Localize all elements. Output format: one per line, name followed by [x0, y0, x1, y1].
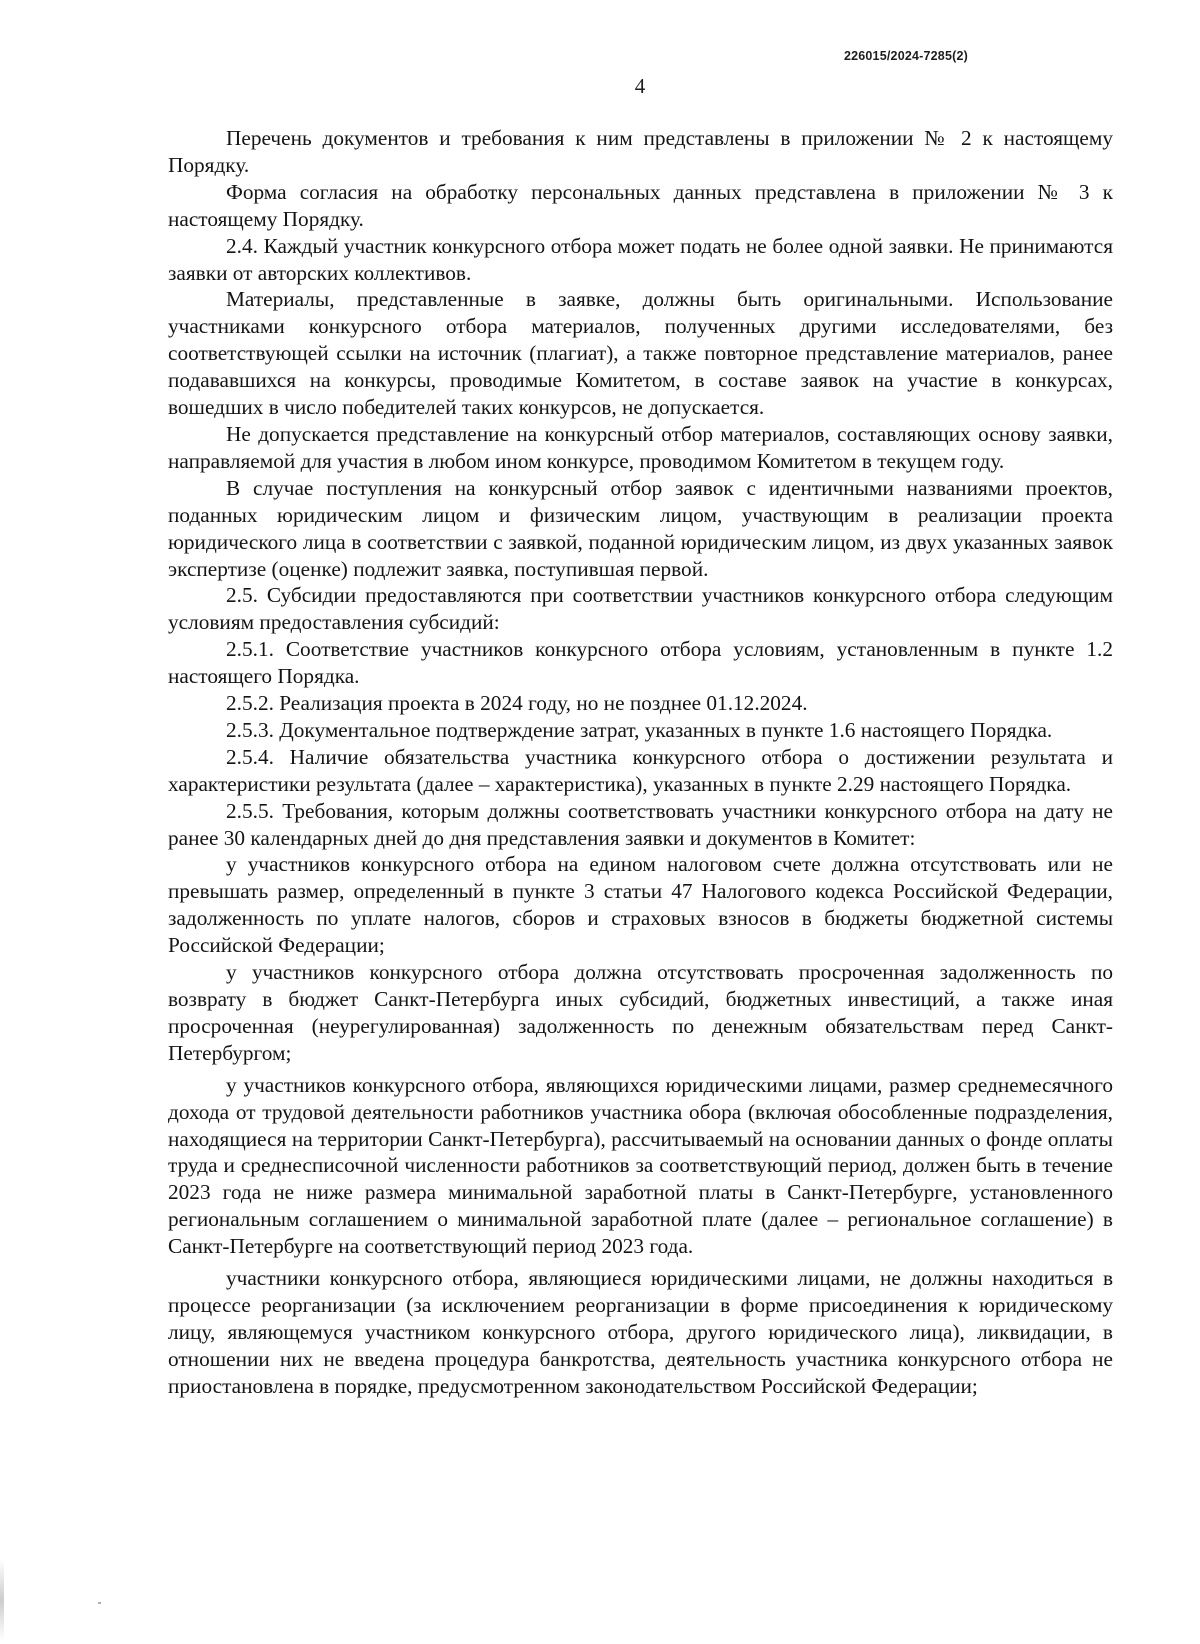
paragraph-2-5-4: 2.5.4. Наличие обязательства участника конкурсного отбора о достижении результата и характеристики результата (далее – характеристика), указанных в пункте 2.29 настоящего Порядка.	[168, 744, 1113, 796]
paragraph-identical-projects: В случае поступления на конкурсный отбор заявок с идентичными названиями проектов, поданных юридическим лицом и физическим лицом, участвующим в реализации проекта юридического лица в соответствии с заявкой, поданной юридическим лицом, из двух указанных заявок экспертизе (оценке) подлежит заявка, поступившая первой.	[168, 475, 1113, 581]
paragraph-other-contest: Не допускается представление на конкурсный отбор материалов, составляющих основу заявки, направляемой для участия в любом ином конкурсе, проводимом Комитетом в текущем году.	[168, 421, 1113, 473]
page-number: 4	[634, 74, 646, 98]
paragraph-materials-original: Материалы, представленные в заявке, должны быть оригинальными. Использование участниками конкурсного отбора материалов, полученных другими исследователями, без соответствующей ссылки на источник (плагиат), а также повторное представление материалов, ранее подававшихся на конкурсы, проводимые Комитетом, в составе заявок на участие в конкурсах, вошедших в число победителей таких конкурсов, не допускается.	[168, 287, 1113, 420]
paragraph-2-5: 2.5. Субсидии предоставляются при соответствии участников конкурсного отбора следующим условиям предоставления субсидий:	[168, 583, 1113, 635]
paragraph-tax-debt: у участников конкурсного отбора на едином налоговом счете должна отсутствовать или не превышать размер, определенный в пункте 3 статьи 47 Налогового кодекса Российской Федерации, задолженность по уплате налогов, сборов и страховых взносов в бюджеты бюджетной системы Российской Федерации;	[168, 852, 1113, 958]
paragraph-2-4: 2.4. Каждый участник конкурсного отбора может подать не более одной заявки. Не принимаются заявки от авторских коллективов.	[168, 233, 1113, 285]
document-body	[168, 125, 1113, 1400]
document-registration-number: 226015/2024-7285(2)	[843, 49, 968, 63]
paragraph-2-5-1: 2.5.1. Соответствие участников конкурсного отбора условиям, установленным в пункте 1.2 настоящего Порядка.	[168, 637, 1113, 689]
scan-speck	[98, 1602, 101, 1604]
paragraph-reorganization: участники конкурсного отбора, являющиеся юридическими лицами, не должны находиться в процессе реорганизации (за исключением реорганизации в форме присоединения к юридическому лицу, являющемуся участником конкурсного отбора, другого юридического лица), ликвидации, в отношении них не введена процедура банкротства, деятельность участника конкурсного отбора не приостановлена в порядке, предусмотренном законодательством Российской Федерации;	[168, 1266, 1113, 1398]
paragraph-2-5-5: 2.5.5. Требования, которым должны соответствовать участники конкурсного отбора на дату не ранее 30 календарных дней до дня представления заявки и документов в Комитет:	[168, 798, 1113, 850]
paragraph-consent-form: Форма согласия на обработку персональных данных представлена в приложении № 3 к настоящему Порядку.	[168, 179, 1113, 231]
paragraph-average-income: у участников конкурсного отбора, являющихся юридическими лицами, размер среднемесячного дохода от трудовой деятельности работников участника обора (включая обособленные подразделения, находящиеся на территории Санкт-Петербурга), рассчитываемый на основании данных о фонде оплаты труда и среднесписочной численности работников за соответствующий период, должен быть в течение 2023 года не ниже размера минимальной заработной платы в Санкт-Петербурге, установленного региональным соглашением о минимальной заработной плате (далее – региональное соглашение) в Санкт-Петербурге на соответствующий период 2023 года.	[168, 1072, 1113, 1259]
paragraph-overdue-debt: у участников конкурсного отбора должна отсутствовать просроченная задолженность по возврату в бюджет Санкт-Петербурга иных субсидий, бюджетных инвестиций, а также иная просроченная (неурегулированная) задолженность по денежным обязательствам перед Санкт-Петербургом;	[168, 960, 1113, 1065]
paragraph-2-5-2: 2.5.2. Реализация проекта в 2024 году, но не позднее 01.12.2024.	[226, 691, 808, 716]
paragraph-2-5-3: 2.5.3. Документальное подтверждение затрат, указанных в пункте 1.6 настоящего Порядка.	[226, 717, 1053, 742]
scan-edge-mark	[0, 1560, 4, 1640]
paragraph-documents-list: Перечень документов и требования к ним представлены в приложении № 2 к настоящему Порядку.	[168, 126, 1113, 177]
